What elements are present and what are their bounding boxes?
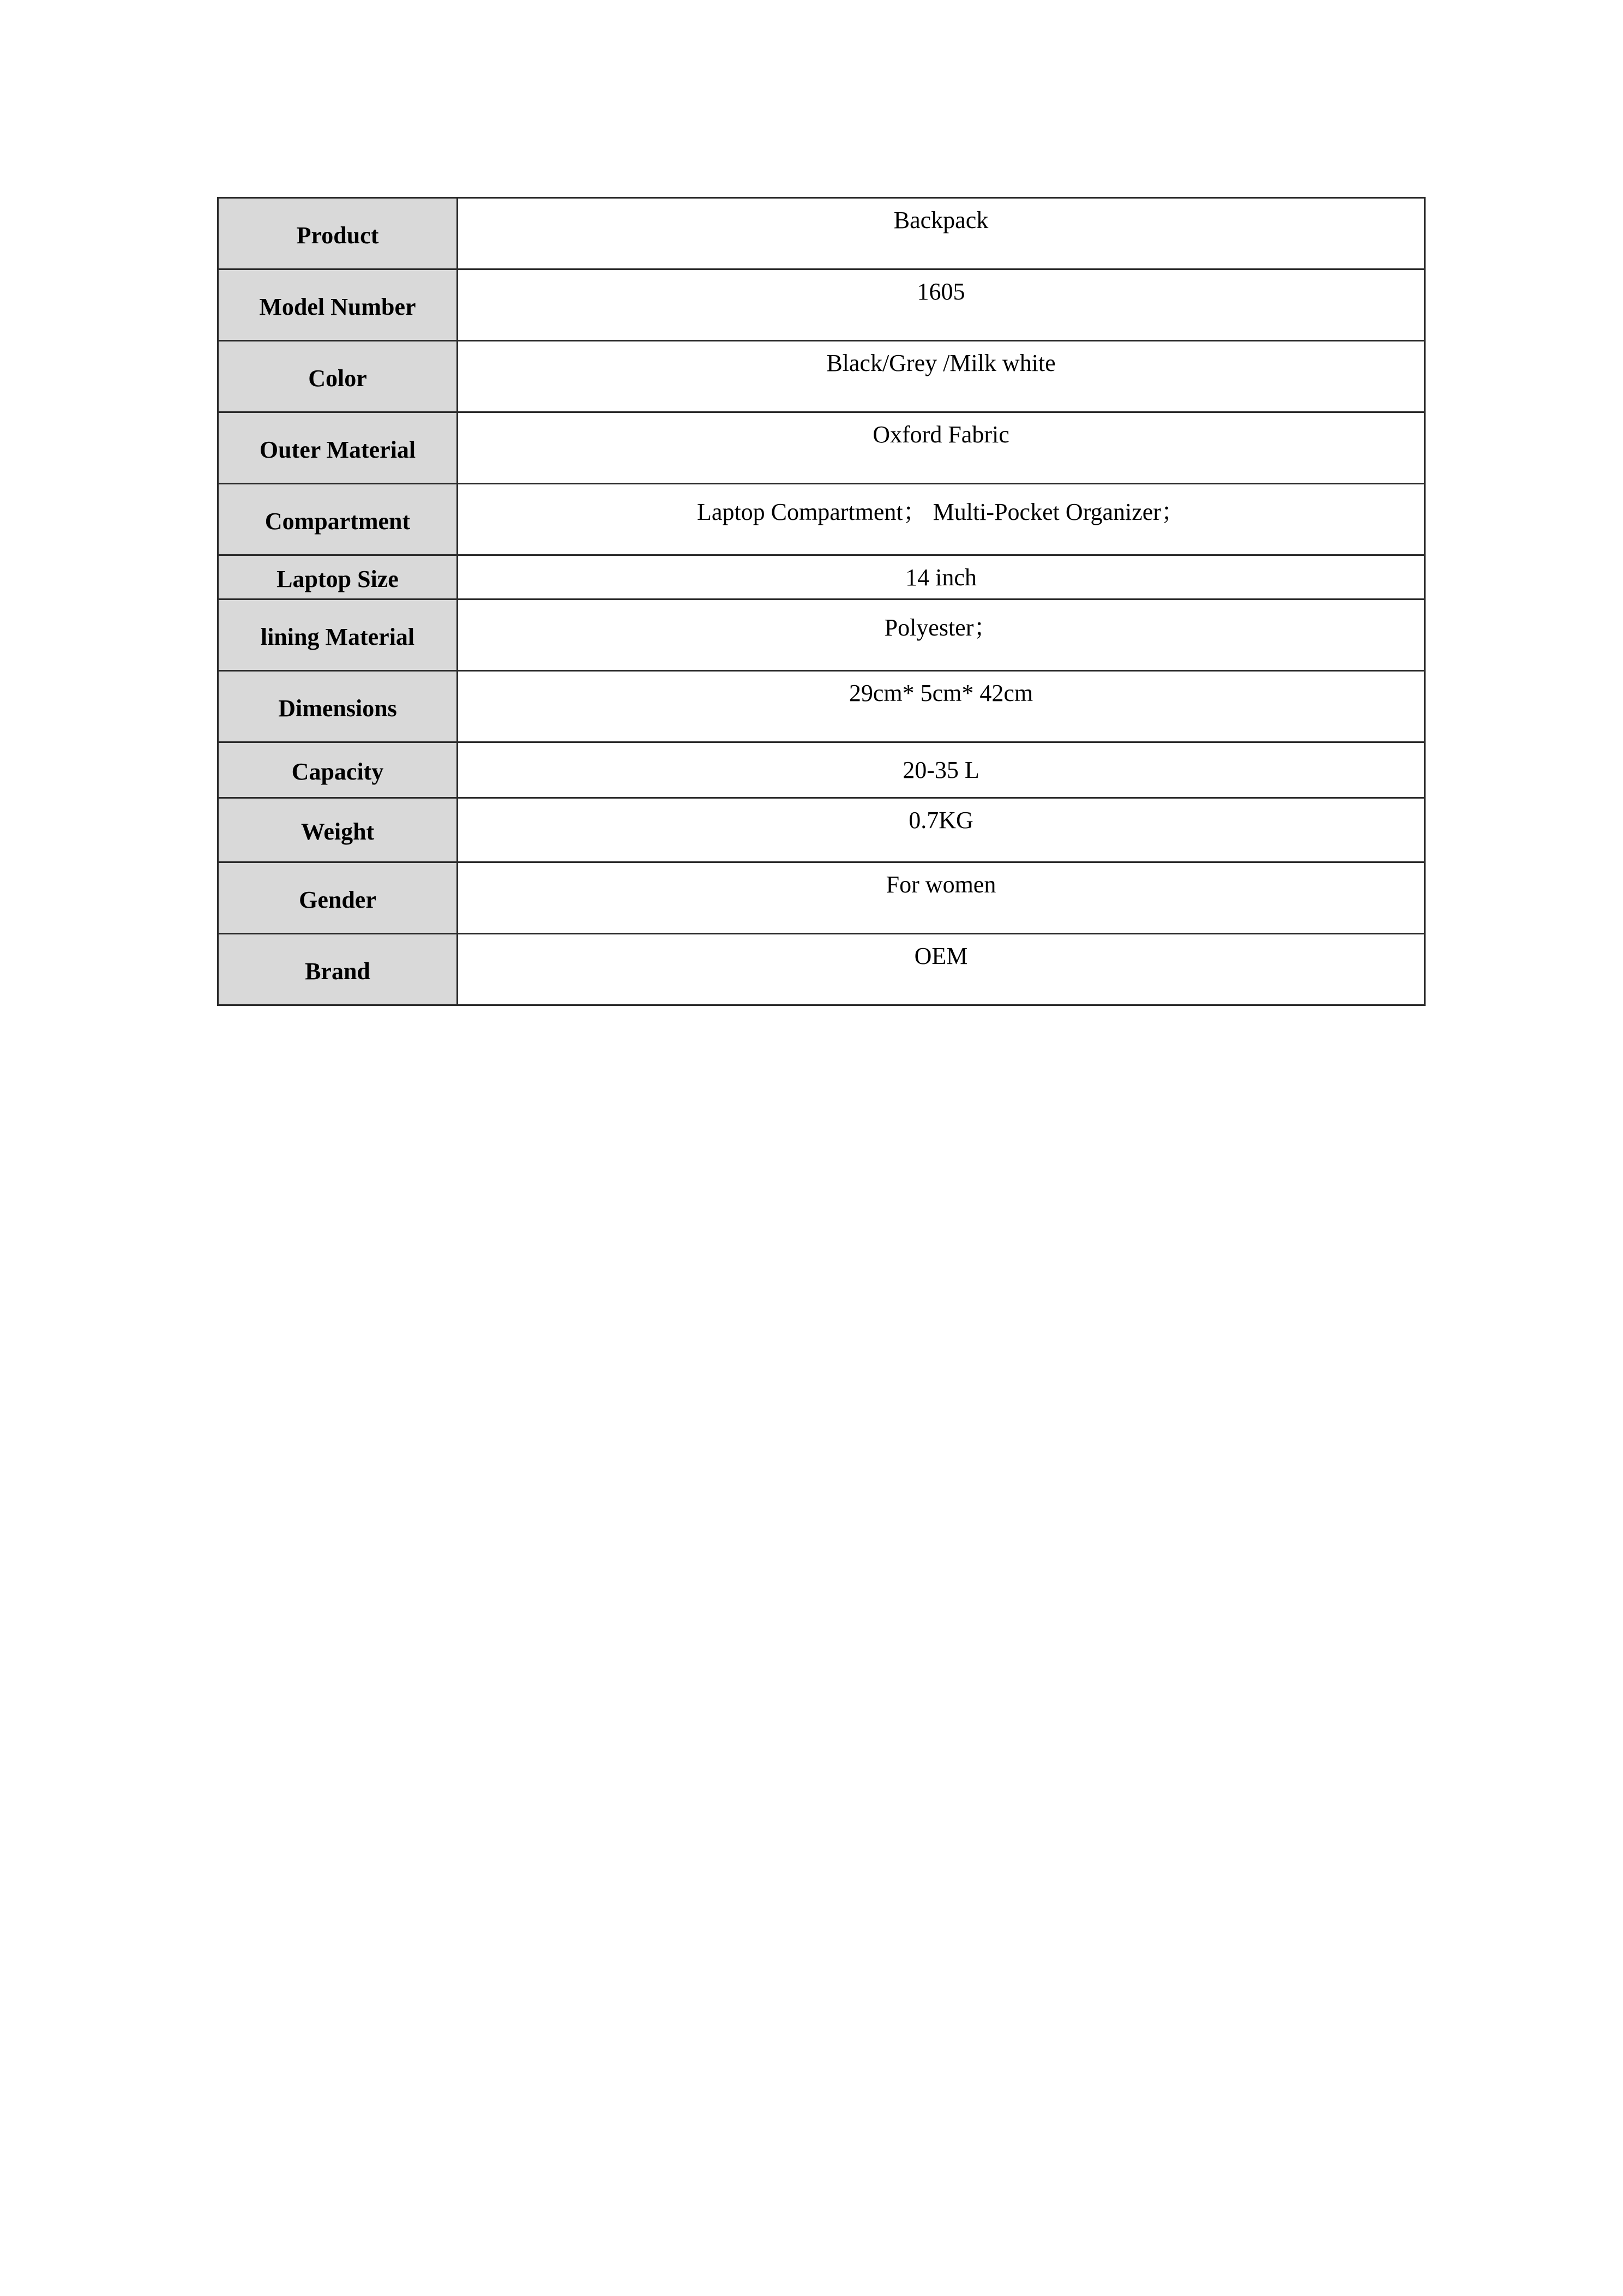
spec-value-gender: For women xyxy=(458,862,1425,934)
spec-value-model-number: 1605 xyxy=(458,269,1425,341)
table-row xyxy=(218,555,1425,600)
table-row xyxy=(218,934,1425,1005)
spec-label-laptop-size: Laptop Size xyxy=(218,555,458,600)
table-row xyxy=(218,484,1425,555)
spec-value-laptop-size: 14 inch xyxy=(458,555,1425,600)
table-row xyxy=(218,798,1425,862)
spec-value-brand: OEM xyxy=(458,934,1425,1005)
spec-label-capacity: Capacity xyxy=(218,742,458,798)
spec-value-lining-material: Polyester； xyxy=(458,600,1425,671)
spec-label-lining-material: lining Material xyxy=(218,600,458,671)
spec-label-outer-material: Outer Material xyxy=(218,412,458,484)
spec-label-gender: Gender xyxy=(218,862,458,934)
product-spec-table xyxy=(217,197,1426,1006)
table-row xyxy=(218,862,1425,934)
spec-label-model-number: Model Number xyxy=(218,269,458,341)
table-row xyxy=(218,269,1425,341)
spec-value-dimensions: 29cm* 5cm* 42cm xyxy=(458,671,1425,742)
table-row xyxy=(218,198,1425,269)
table-row xyxy=(218,600,1425,671)
spec-label-brand: Brand xyxy=(218,934,458,1005)
table-row xyxy=(218,671,1425,742)
spec-label-weight: Weight xyxy=(218,798,458,862)
spec-label-product: Product xyxy=(218,198,458,269)
table-row xyxy=(218,341,1425,412)
spec-label-compartment: Compartment xyxy=(218,484,458,555)
spec-value-capacity: 20-35 L xyxy=(458,742,1425,798)
spec-value-product: Backpack xyxy=(458,198,1425,269)
table-row xyxy=(218,742,1425,798)
spec-value-weight: 0.7KG xyxy=(458,798,1425,862)
table-row xyxy=(218,412,1425,484)
spec-label-dimensions: Dimensions xyxy=(218,671,458,742)
spec-value-compartment: Laptop Compartment； Multi-Pocket Organizer； xyxy=(458,484,1425,555)
spec-value-outer-material: Oxford Fabric xyxy=(458,412,1425,484)
spec-value-color: Black/Grey /Milk white xyxy=(458,341,1425,412)
spec-label-color: Color xyxy=(218,341,458,412)
